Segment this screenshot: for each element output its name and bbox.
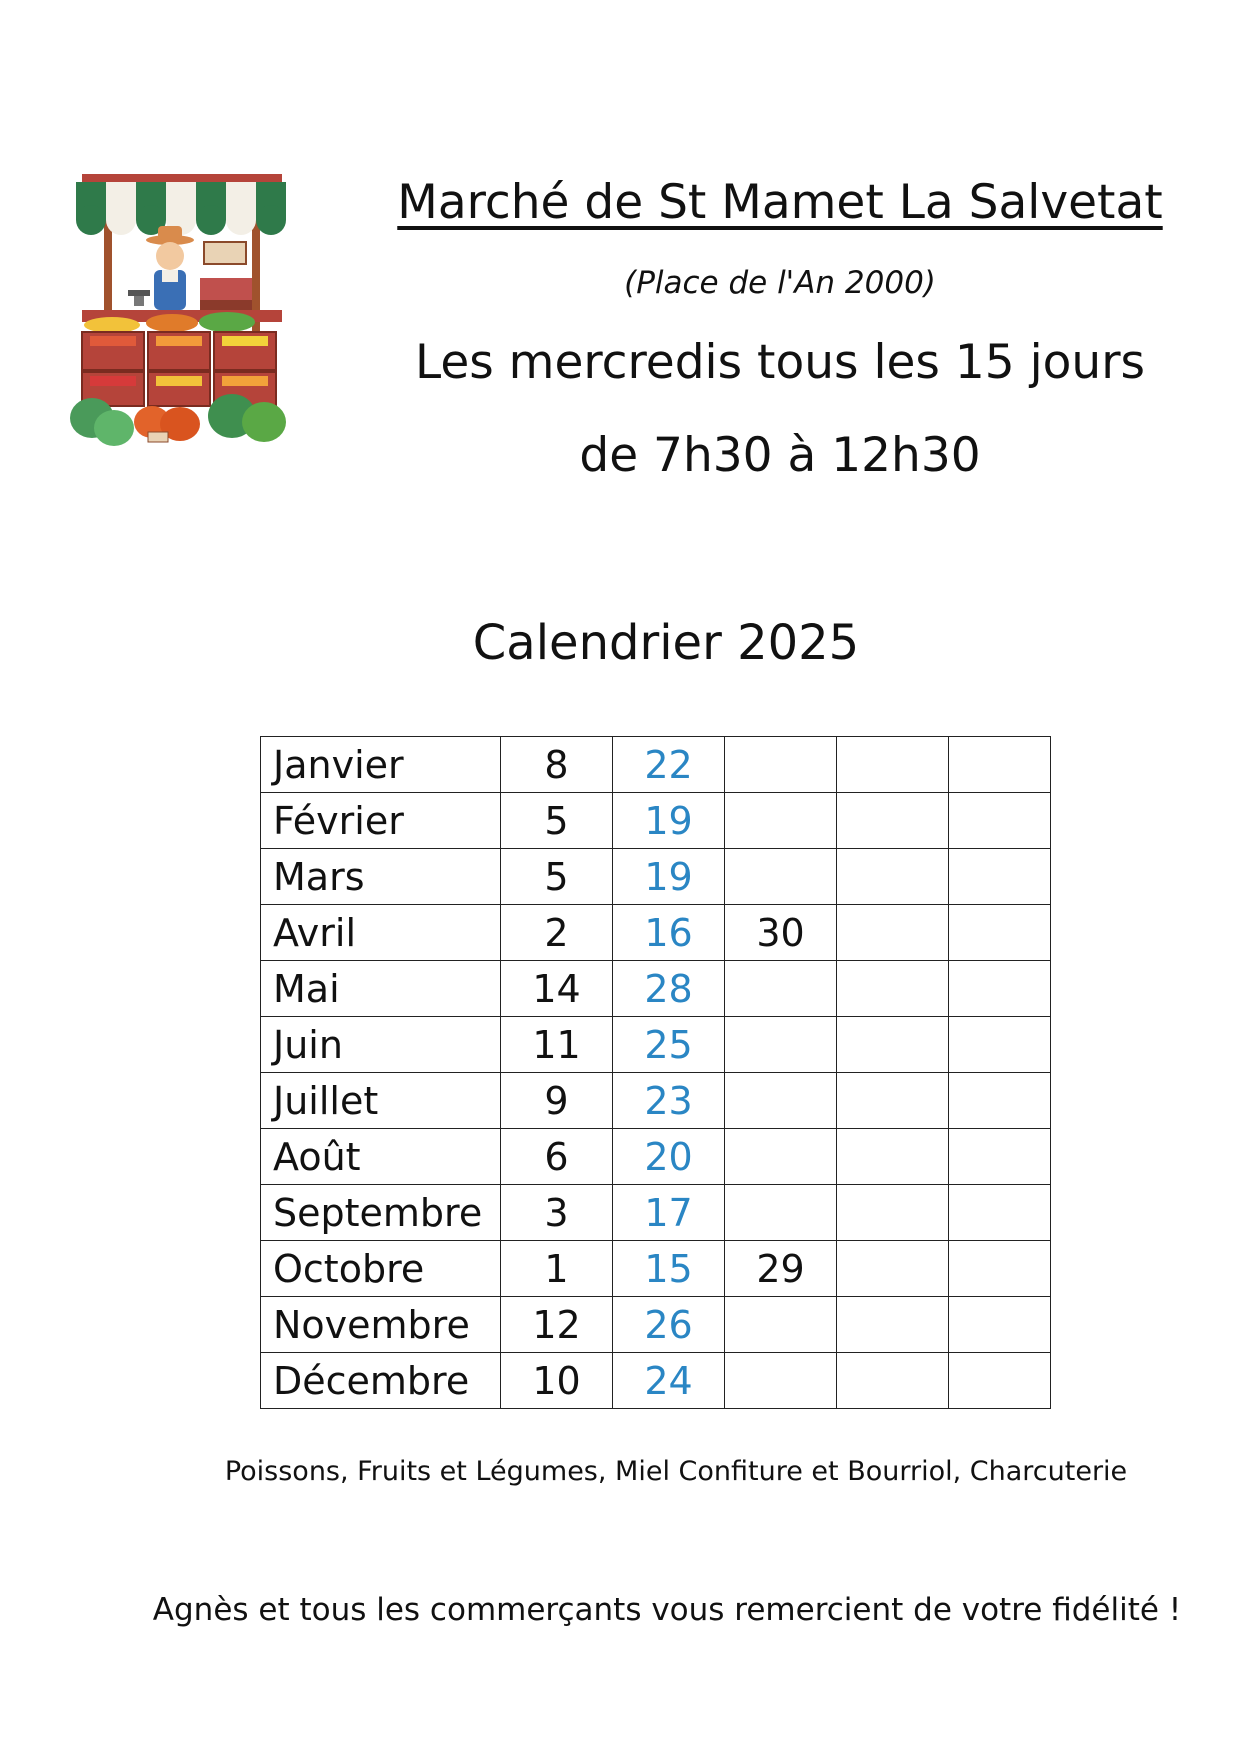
date-cell xyxy=(949,1241,1051,1297)
date-cell xyxy=(949,1017,1051,1073)
table-row xyxy=(261,1353,1051,1409)
date-cell xyxy=(949,1185,1051,1241)
date-cell: 30 xyxy=(725,905,837,961)
market-title: Marché de St Mamet La Salvetat xyxy=(397,175,1163,230)
month-cell: Septembre xyxy=(261,1185,501,1241)
date-cell xyxy=(837,1017,949,1073)
date-cell xyxy=(837,1185,949,1241)
market-stall-icon xyxy=(52,160,312,455)
date-cell: 5 xyxy=(501,849,613,905)
date-cell: 22 xyxy=(613,737,725,793)
date-cell: 8 xyxy=(501,737,613,793)
products-list: Poissons, Fruits et Légumes, Miel Confiture et Bourriol, Charcuterie xyxy=(224,1456,1128,1487)
month-cell: Mars xyxy=(261,849,501,905)
date-cell: 25 xyxy=(613,1017,725,1073)
date-cell xyxy=(949,737,1051,793)
date-cell xyxy=(949,1297,1051,1353)
month-cell: Mai xyxy=(261,961,501,1017)
date-cell: 29 xyxy=(725,1241,837,1297)
date-cell: 12 xyxy=(501,1297,613,1353)
date-cell xyxy=(949,1073,1051,1129)
date-cell xyxy=(837,1073,949,1129)
date-cell: 15 xyxy=(613,1241,725,1297)
date-cell xyxy=(725,1017,837,1073)
date-cell: 23 xyxy=(613,1073,725,1129)
date-cell: 5 xyxy=(501,793,613,849)
date-cell xyxy=(949,1129,1051,1185)
table-row xyxy=(261,1241,1051,1297)
date-cell xyxy=(725,961,837,1017)
date-cell xyxy=(725,1129,837,1185)
date-cell xyxy=(725,1185,837,1241)
table-row xyxy=(261,1073,1051,1129)
date-cell xyxy=(837,849,949,905)
month-cell: Avril xyxy=(261,905,501,961)
market-hours: de 7h30 à 12h30 xyxy=(579,428,981,483)
date-cell: 1 xyxy=(501,1241,613,1297)
date-cell: 3 xyxy=(501,1185,613,1241)
date-cell xyxy=(725,1073,837,1129)
month-cell: Juillet xyxy=(261,1073,501,1129)
market-location: (Place de l'An 2000) xyxy=(624,265,936,301)
date-cell: 20 xyxy=(613,1129,725,1185)
table-row xyxy=(261,737,1051,793)
table-row xyxy=(261,1017,1051,1073)
calendar-table xyxy=(260,736,1051,1409)
date-cell xyxy=(725,1353,837,1409)
month-cell: Juin xyxy=(261,1017,501,1073)
month-cell: Janvier xyxy=(261,737,501,793)
date-cell xyxy=(837,1353,949,1409)
date-cell xyxy=(949,961,1051,1017)
date-cell: 6 xyxy=(501,1129,613,1185)
date-cell: 14 xyxy=(501,961,613,1017)
date-cell xyxy=(725,737,837,793)
date-cell: 24 xyxy=(613,1353,725,1409)
date-cell xyxy=(725,793,837,849)
date-cell: 16 xyxy=(613,905,725,961)
date-cell: 9 xyxy=(501,1073,613,1129)
thanks-message: Agnès et tous les commerçants vous remercient de votre fidélité ! xyxy=(152,1592,1182,1628)
date-cell: 28 xyxy=(613,961,725,1017)
month-cell: Août xyxy=(261,1129,501,1185)
table-row xyxy=(261,1297,1051,1353)
table-row xyxy=(261,905,1051,961)
calendar-title: Calendrier 2025 xyxy=(472,615,860,671)
table-row xyxy=(261,961,1051,1017)
date-cell xyxy=(725,849,837,905)
table-row xyxy=(261,1129,1051,1185)
table-row xyxy=(261,1185,1051,1241)
table-row xyxy=(261,849,1051,905)
date-cell: 17 xyxy=(613,1185,725,1241)
month-cell: Février xyxy=(261,793,501,849)
date-cell xyxy=(949,793,1051,849)
month-cell: Novembre xyxy=(261,1297,501,1353)
month-cell: Octobre xyxy=(261,1241,501,1297)
date-cell xyxy=(837,1241,949,1297)
date-cell xyxy=(837,1297,949,1353)
date-cell: 26 xyxy=(613,1297,725,1353)
date-cell xyxy=(837,737,949,793)
date-cell xyxy=(949,849,1051,905)
date-cell xyxy=(725,1297,837,1353)
date-cell: 2 xyxy=(501,905,613,961)
date-cell xyxy=(837,905,949,961)
market-frequency: Les mercredis tous les 15 jours xyxy=(414,335,1145,390)
date-cell: 19 xyxy=(613,849,725,905)
date-cell: 11 xyxy=(501,1017,613,1073)
date-cell xyxy=(949,1353,1051,1409)
table-row xyxy=(261,793,1051,849)
date-cell: 19 xyxy=(613,793,725,849)
date-cell xyxy=(837,1129,949,1185)
date-cell xyxy=(837,793,949,849)
date-cell xyxy=(837,961,949,1017)
date-cell xyxy=(949,905,1051,961)
month-cell: Décembre xyxy=(261,1353,501,1409)
date-cell: 10 xyxy=(501,1353,613,1409)
